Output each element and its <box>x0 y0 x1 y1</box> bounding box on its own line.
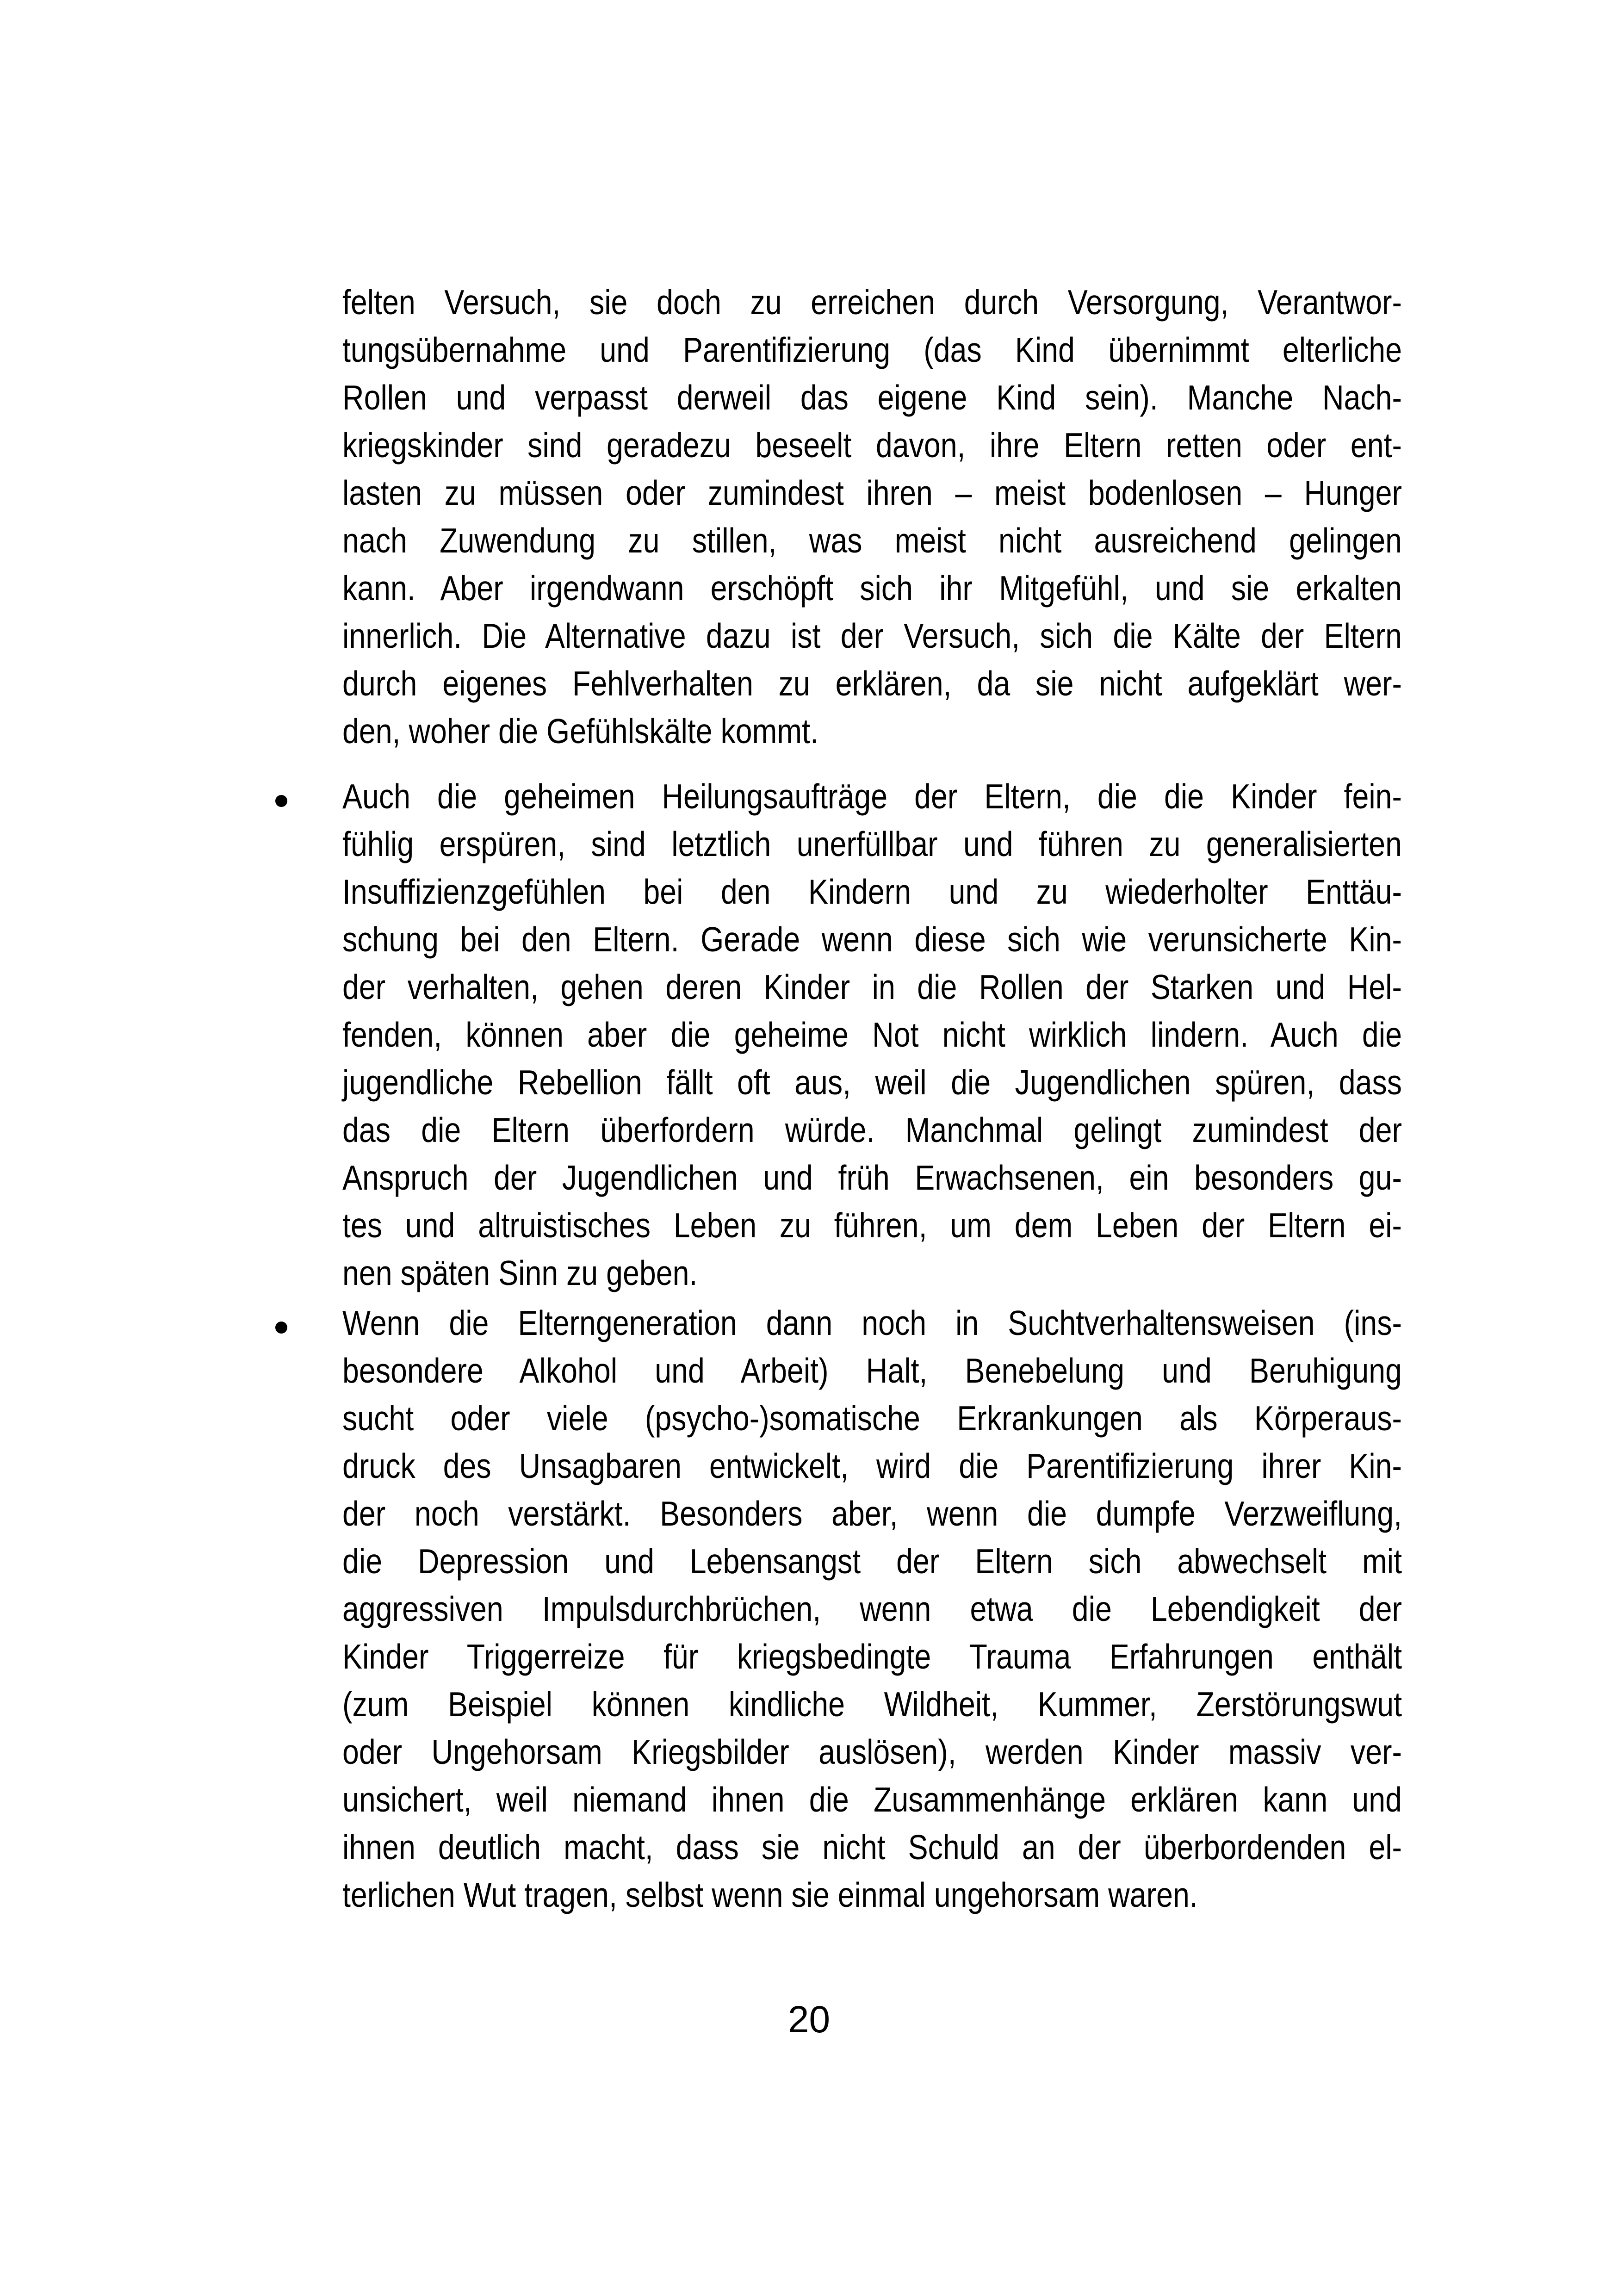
text-line: druck des Unsagbaren entwickelt, wird die Parentifizierung ihrer Kin- <box>342 1446 1402 1485</box>
bullet-marker <box>275 1322 287 1334</box>
text-line: der noch verstärkt. Besonders aber, wenn die dumpfe Verzweiflung, <box>342 1494 1402 1533</box>
text-line: nach Zuwendung zu stillen, was meist nicht ausreichend gelingen <box>342 521 1402 560</box>
text-line: fühlig erspüren, sind letztlich unerfüllbar und führen zu generalisierten <box>342 825 1402 863</box>
text-line: kann. Aber irgendwann erschöpft sich ihr Mitgefühl, und sie erkalten <box>342 569 1402 608</box>
text-line: Wenn die Elterngeneration dann noch in Suchtverhaltensweisen (ins- <box>342 1303 1402 1342</box>
text-line: tungsübernahme und Parentifizierung (das Kind übernimmt elterliche <box>342 330 1402 369</box>
text-line: das die Eltern überfordern würde. Manchmal gelingt zumindest der <box>342 1111 1402 1149</box>
text-line: der verhalten, gehen deren Kinder in die Rollen der Starken und Hel- <box>342 968 1402 1006</box>
text-line: kriegskinder sind geradezu beseelt davon, ihre Eltern retten oder ent- <box>342 426 1402 465</box>
text-line: Insuffizienzgefühlen bei den Kindern und zu wiederholter Enttäu- <box>342 872 1402 911</box>
text-line: unsichert, weil niemand ihnen die Zusammenhänge erklären kann und <box>342 1780 1402 1819</box>
text-line: tes und altruistisches Leben zu führen, um dem Leben der Eltern ei- <box>342 1206 1402 1245</box>
text-line: aggressiven Impulsdurchbrüchen, wenn etwa die Lebendigkeit der <box>342 1589 1402 1628</box>
text-line: sucht oder viele (psycho-)somatische Erkrankungen als Körperaus- <box>342 1399 1402 1438</box>
text-line: ihnen deutlich macht, dass sie nicht Schuld an der überbordenden el- <box>342 1828 1402 1867</box>
text-line: felten Versuch, sie doch zu erreichen durch Versorgung, Verantwor- <box>342 283 1402 322</box>
text-line: Kinder Triggerreize für kriegsbedingte Trauma Erfahrungen enthält <box>342 1637 1402 1676</box>
text-line: schung bei den Eltern. Gerade wenn diese sich wie verunsicherte Kin- <box>342 920 1402 959</box>
text-line: durch eigenes Fehlverhalten zu erklären, da sie nicht aufgeklärt wer- <box>342 664 1402 703</box>
bullet-item-2 <box>342 1299 1402 1919</box>
text-line: den, woher die Gefühlskälte kommt. <box>342 712 818 751</box>
text-line: besondere Alkohol und Arbeit) Halt, Benebelung und Beruhigung <box>342 1351 1402 1390</box>
text-line: jugendliche Rebellion fällt oft aus, weil die Jugendlichen spüren, dass <box>342 1063 1402 1102</box>
text-line: oder Ungehorsam Kriegsbilder auslösen), werden Kinder massiv ver- <box>342 1732 1402 1771</box>
text-line: lasten zu müssen oder zumindest ihren – meist bodenlosen – Hunger <box>342 473 1402 512</box>
text-line: nen späten Sinn zu geben. <box>342 1253 698 1292</box>
bullet-item-1 <box>342 773 1402 1297</box>
text-line: (zum Beispiel können kindliche Wildheit, Kummer, Zerstörungswut <box>342 1685 1402 1724</box>
text-line: terlichen Wut tragen, selbst wenn sie einmal ungehorsam waren. <box>342 1875 1198 1914</box>
text-line: fenden, können aber die geheime Not nicht wirklich lindern. Auch die <box>342 1015 1402 1054</box>
text-line: innerlich. Die Alternative dazu ist der Versuch, sich die Kälte der Eltern <box>342 616 1402 655</box>
text-line: die Depression und Lebensangst der Eltern sich abwechselt mit <box>342 1542 1402 1581</box>
paragraph-continuation <box>342 279 1402 755</box>
bullet-marker <box>275 795 287 807</box>
text-line: Anspruch der Jugendlichen und früh Erwachsenen, ein besonders gu- <box>342 1158 1402 1197</box>
text-line: Auch die geheimen Heilungsaufträge der Eltern, die die Kinder fein- <box>342 777 1402 816</box>
text-line: Rollen und verpasst derweil das eigene Kind sein). Manche Nach- <box>342 378 1402 417</box>
page-number: 20 <box>787 1998 831 2041</box>
